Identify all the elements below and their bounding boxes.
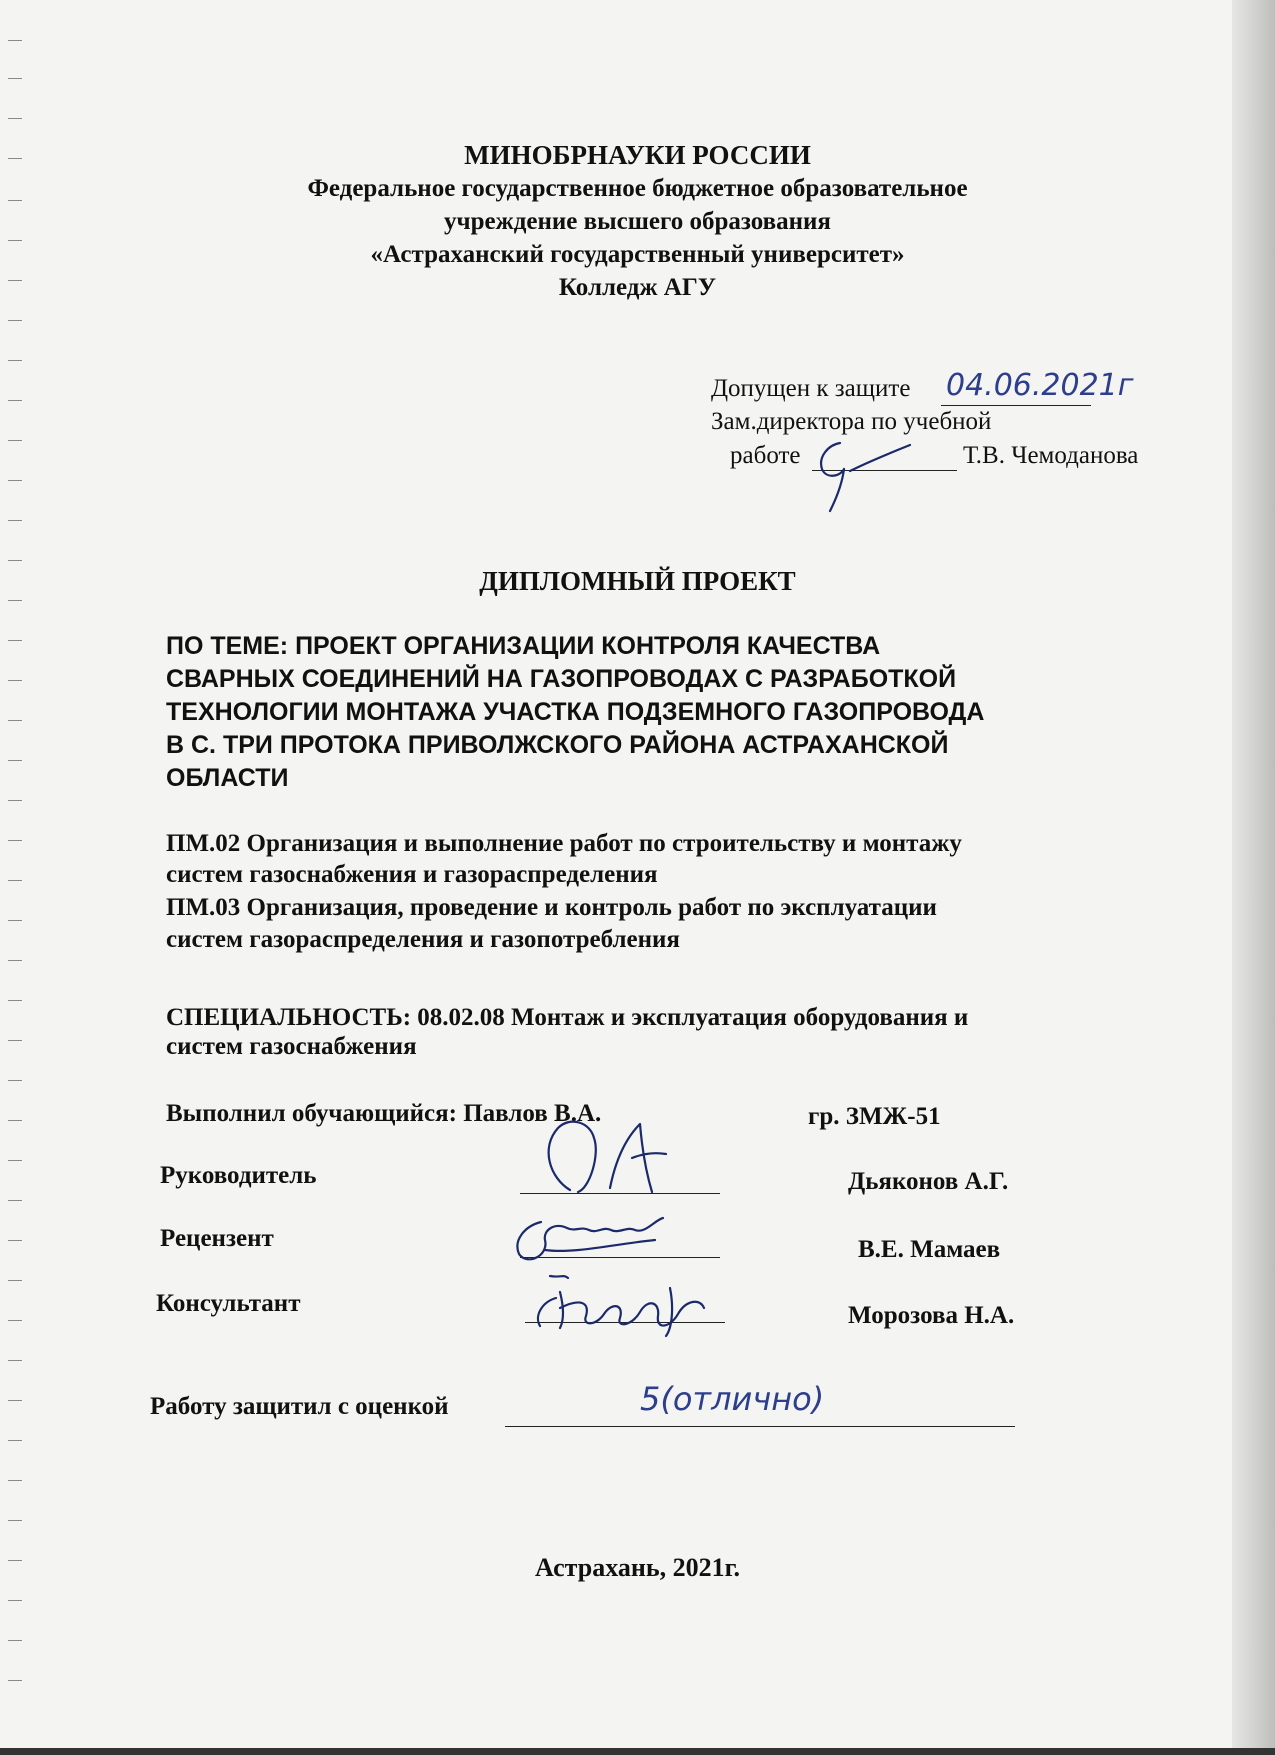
org-line-2: учреждение высшего образования (444, 208, 831, 235)
admitted-line (941, 405, 1091, 406)
college-name: Колледж АГУ (558, 274, 717, 301)
supervisor-name: Дьяконов А.Г. (848, 1168, 1009, 1195)
consultant-signature (520, 1268, 720, 1338)
module-line-2: систем газоснабжения и газораспределения (166, 861, 658, 888)
reviewer-name: В.Е. Мамаев (858, 1236, 1001, 1263)
module-line-1: ПМ.02 Организация и выполнение работ по строительству и монтажу (166, 830, 962, 857)
position-line-1: Зам.директора по учебной (711, 408, 992, 435)
module-line-4: систем газораспределения и газопотребления (166, 926, 680, 953)
module-line-3: ПМ.03 Организация, проведение и контроль работ по эксплуатации (166, 894, 937, 921)
university-name: «Астраханский государственный университет» (370, 241, 905, 268)
grade-handwritten: 5(отлично) (640, 1380, 825, 1418)
performer-group: гр. ЗМЖ-51 (808, 1103, 941, 1130)
grade-label: Работу защитил с оценкой (150, 1393, 449, 1420)
reviewer-label: Рецензент (160, 1225, 274, 1252)
ministry: МИНОБРНАУКИ РОССИИ (464, 140, 811, 170)
grade-line (505, 1426, 1015, 1427)
city-year: Астрахань, 2021г. (535, 1553, 740, 1582)
supervisor-signature (530, 1118, 700, 1198)
topic-line-5: ОБЛАСТИ (166, 764, 289, 792)
doc-type: ДИПЛОМНЫЙ ПРОЕКТ (479, 566, 796, 596)
reviewer-signature (505, 1210, 675, 1270)
supervisor-label: Руководитель (160, 1162, 317, 1189)
org-line-1: Федеральное государственное бюджетное образовательное (307, 175, 968, 202)
admitted-date-handwritten: 04.06.2021г (946, 368, 1134, 403)
approval-signature (810, 435, 970, 515)
performer-label: Выполнил обучающийся: Павлов В.А. (166, 1100, 602, 1127)
topic-line-1: ПО ТЕМЕ: ПРОЕКТ ОРГАНИЗАЦИИ КОНТРОЛЯ КАЧЕСТВА (166, 632, 881, 660)
consultant-label: Консультант (156, 1290, 301, 1317)
specialty-line-1: СПЕЦИАЛЬНОСТЬ: 08.02.08 Монтаж и эксплуатация оборудования и (166, 1004, 969, 1031)
topic-line-4: В С. ТРИ ПРОТОКА ПРИВОЛЖСКОГО РАЙОНА АСТРАХАНСКОЙ (166, 731, 949, 759)
topic-line-3: ТЕХНОЛОГИИ МОНТАЖА УЧАСТКА ПОДЗЕМНОГО ГАЗОПРОВОДА (166, 698, 985, 726)
topic-line-2: СВАРНЫХ СОЕДИНЕНИЙ НА ГАЗОПРОВОДАХ С РАЗРАБОТКОЙ (166, 665, 957, 693)
specialty-line-2: систем газоснабжения (166, 1033, 417, 1060)
position-line-2: работе (730, 442, 801, 469)
scan-edge (0, 1748, 1275, 1755)
consultant-name: Морозова Н.А. (848, 1302, 1015, 1329)
approval-name: Т.В. Чемоданова (963, 442, 1139, 469)
admitted-label: Допущен к защите (711, 375, 911, 402)
